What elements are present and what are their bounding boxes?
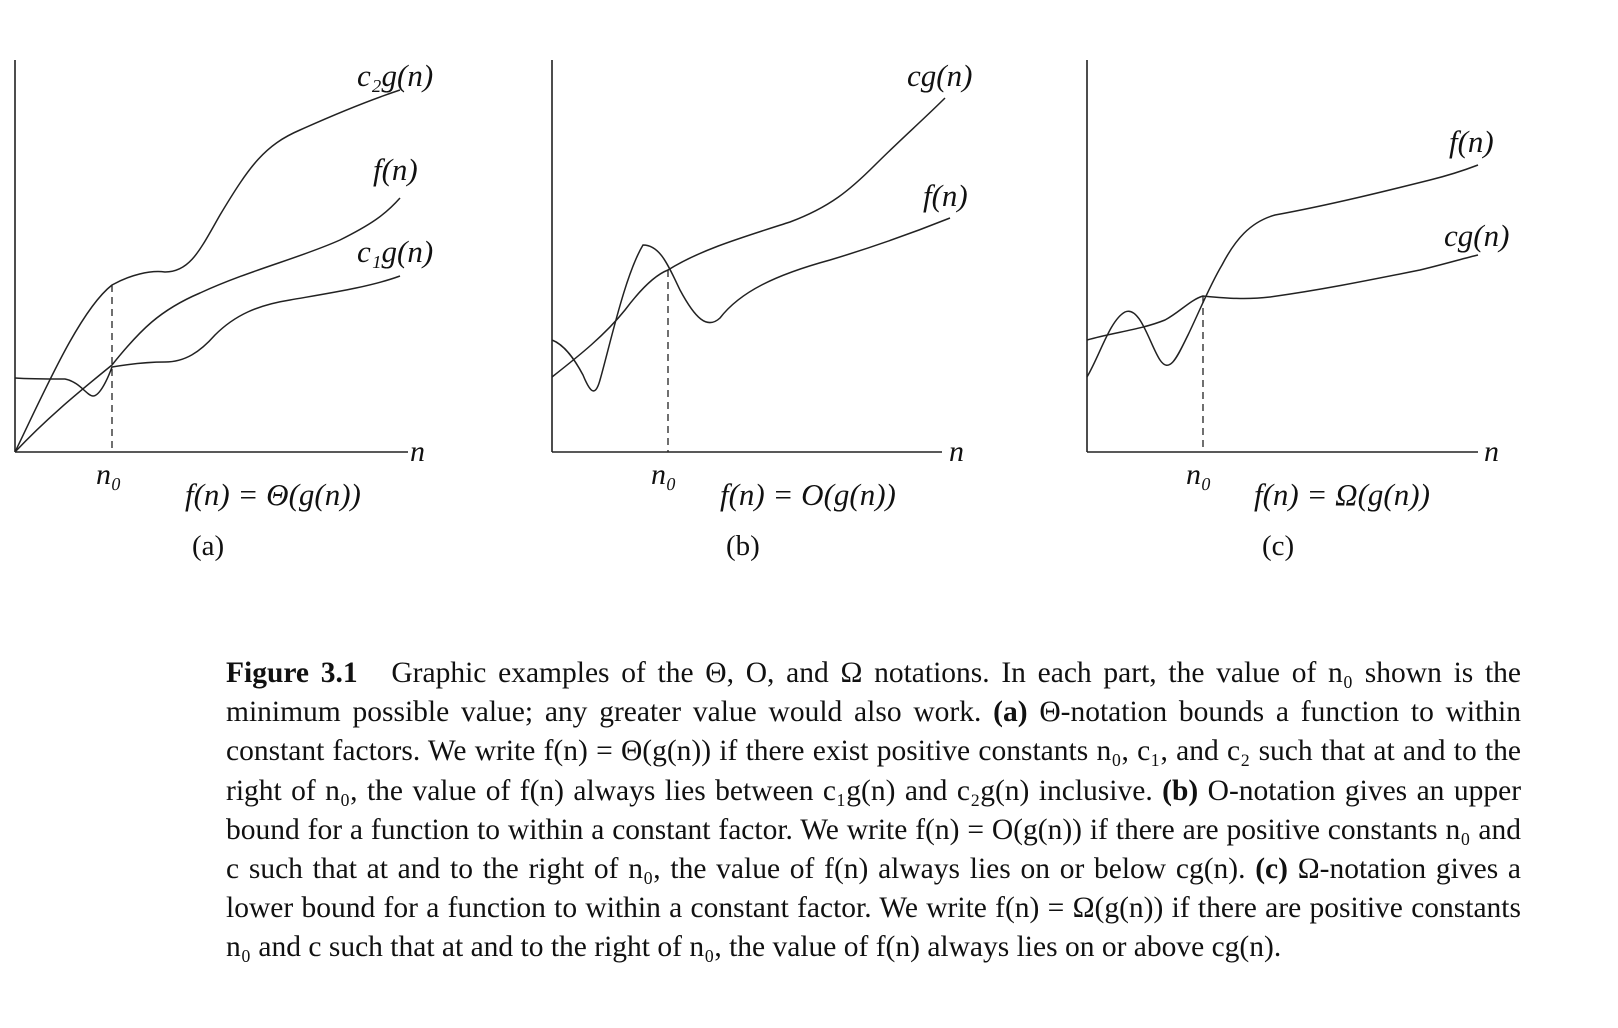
panel-b-cg-curve [552,98,945,377]
panel-c-n0-label: n₀ [1186,458,1212,491]
panel-c-cg-curve [1087,255,1478,340]
panel-a-label-c2g: c₂g(n) [357,58,434,93]
panel-a-label-f: f(n) [373,152,418,187]
panel-a-n0-label: n₀ [96,458,122,491]
panel-b-label-cg: cg(n) [907,58,973,93]
panel-b-axis-label-n: n [949,435,964,468]
caption-intro: Graphic examples of the Θ, O, and Ω notations. In each part, the value of n₀ shown is the minimum possible value; any greater value would also work. [226,657,1522,729]
caption-part-c-label: (c) [1255,853,1288,886]
panel-c-label-cg: cg(n) [1444,218,1510,253]
panel-a-equation: f(n) = Θ(g(n)) [185,477,361,512]
panel-a-label-c1g: c₁g(n) [357,234,434,269]
caption-part-a-label: (a) [993,696,1028,729]
panel-c-equation: f(n) = Ω(g(n)) [1254,477,1430,512]
panel-b [552,58,972,562]
panel-a-part-label: (a) [192,530,225,562]
panel-b-part-label: (b) [726,530,760,562]
caption-part-a-text: Θ-notation bounds a function to within constant factors. We write f(n) = Θ(g(n)) if there exist positive constants n₀, c₁, and c₂ such that at and to the right of n₀, the value of f(n) always lies between c₁g(n) and c₂g(n) inclusive. [226,696,1521,807]
panel-b-n0-label: n₀ [651,458,677,491]
panel-c-axis-label-n: n [1484,435,1499,468]
panel-b-f-curve [552,218,950,391]
panel-c-f-curve [1087,165,1478,377]
panel-a-axis-label-n: n [410,435,425,468]
panel-b-label-f: f(n) [923,178,968,213]
panel-c-part-label: (c) [1262,530,1295,562]
panel-a [15,58,433,562]
panel-c-label-f: f(n) [1449,124,1494,159]
caption-title: Figure 3.1 [226,657,358,689]
caption-part-c-text: Ω-notation gives a lower bound for a function to within a constant factor. We write f(n) = Ω(g(n)) if there are positive constants n₀ and c such that at and to the right of n₀, the value of f(n) always lies on or above cg(n). [226,853,1522,964]
caption-part-b-text: O-notation gives an upper bound for a function to within a constant factor. We write f(n) = O(g(n)) if there are positive constants n₀ and c such that at and to the right of n₀, the value of f(n) always lies on or below cg(n). [226,774,1522,886]
figure-caption [226,654,1521,968]
caption-part-b-label: (b) [1162,774,1199,807]
panel-c [1087,60,1509,562]
panel-b-equation: f(n) = O(g(n)) [720,477,896,512]
